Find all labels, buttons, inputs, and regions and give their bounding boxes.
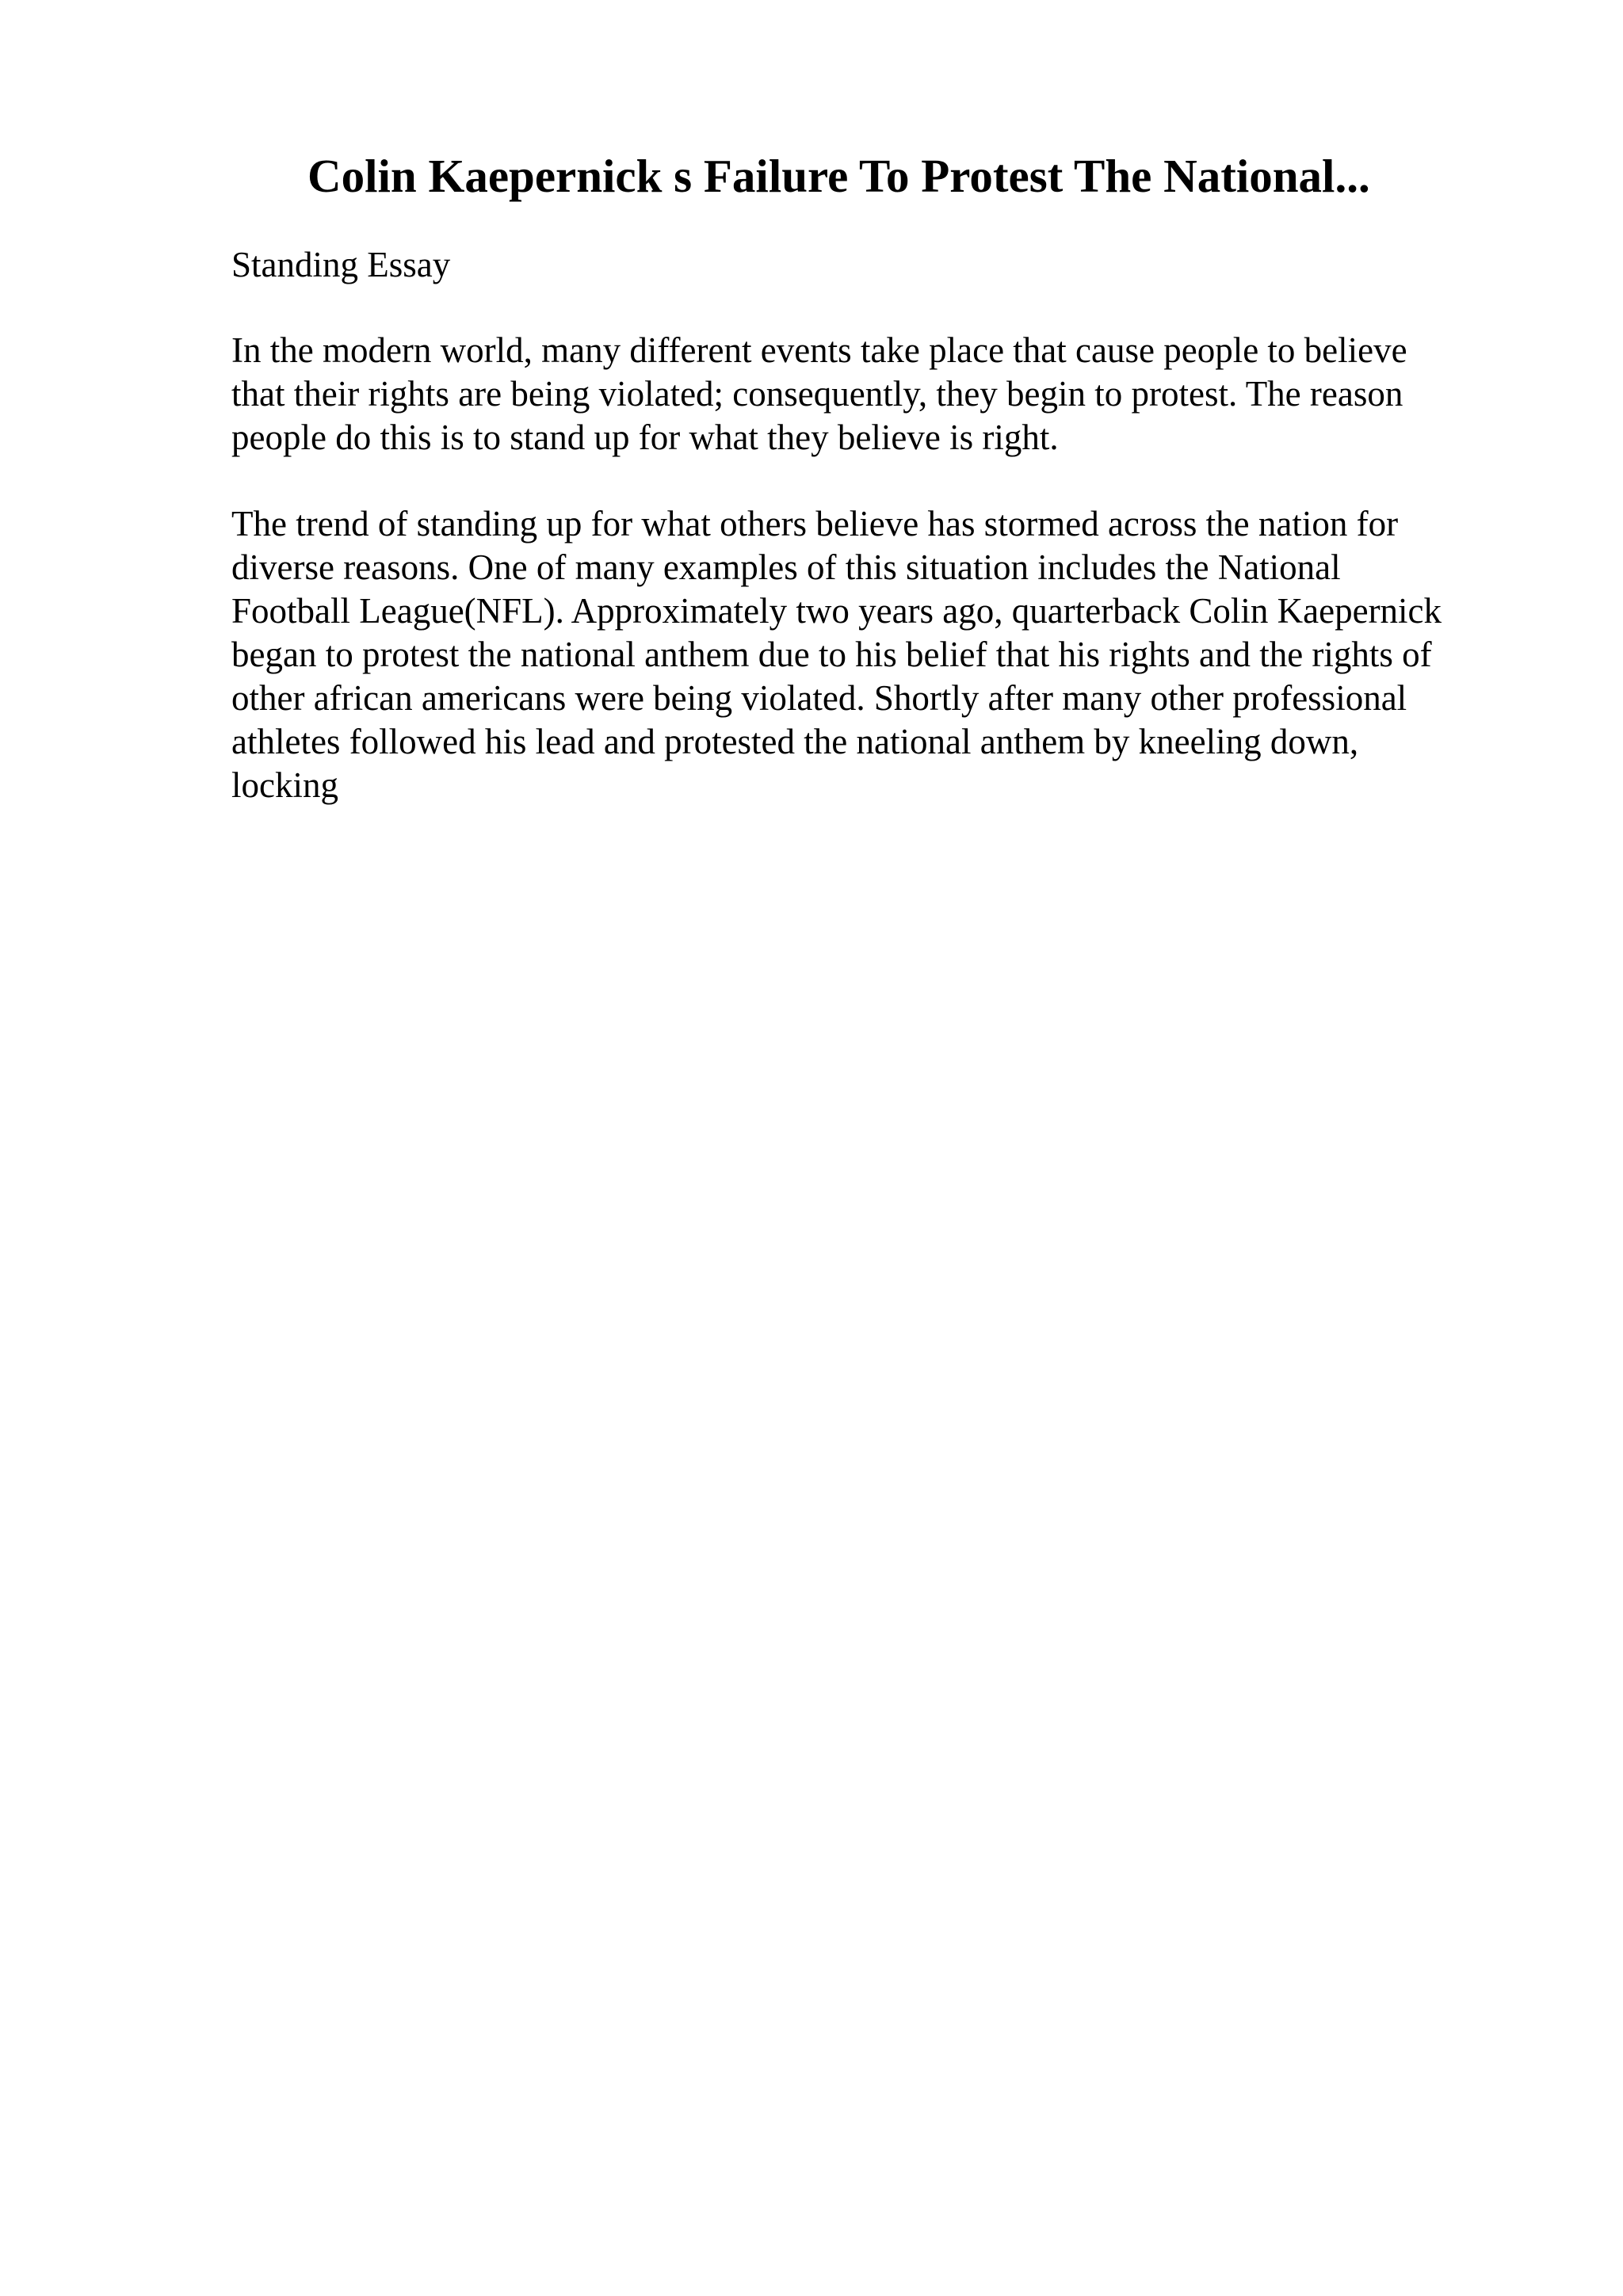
paragraph-line: that their rights are being violated; consequently, they begin to protest. The reason <box>231 374 1403 414</box>
paragraph-line: locking <box>231 765 338 805</box>
paragraph-2 <box>231 502 1515 807</box>
paragraph-line: In the modern world, many different events take place that cause people to believe <box>231 330 1407 370</box>
document-title: Colin Kaepernick s Failure To Protest The National... <box>307 150 1370 202</box>
paragraph-line: other african americans were being violated. Shortly after many other professional <box>231 678 1407 718</box>
paragraph-line: Football League(NFL). Approximately two years ago, quarterback Colin Kaepernick <box>231 591 1442 631</box>
paragraph-line: The trend of standing up for what others believe has stormed across the nation for <box>231 504 1399 543</box>
paragraph-line: athletes followed his lead and protested the national anthem by kneeling down, <box>231 722 1359 761</box>
paragraph-line: diverse reasons. One of many examples of this situation includes the National <box>231 547 1341 587</box>
paragraph-line: people do this is to stand up for what they believe is right. <box>231 418 1059 457</box>
document-subtitle: Standing Essay <box>231 245 451 284</box>
paragraph-line: began to protest the national anthem due to his belief that his rights and the rights of <box>231 635 1432 674</box>
paragraph-1 <box>231 329 1515 460</box>
document-body <box>231 243 1515 850</box>
